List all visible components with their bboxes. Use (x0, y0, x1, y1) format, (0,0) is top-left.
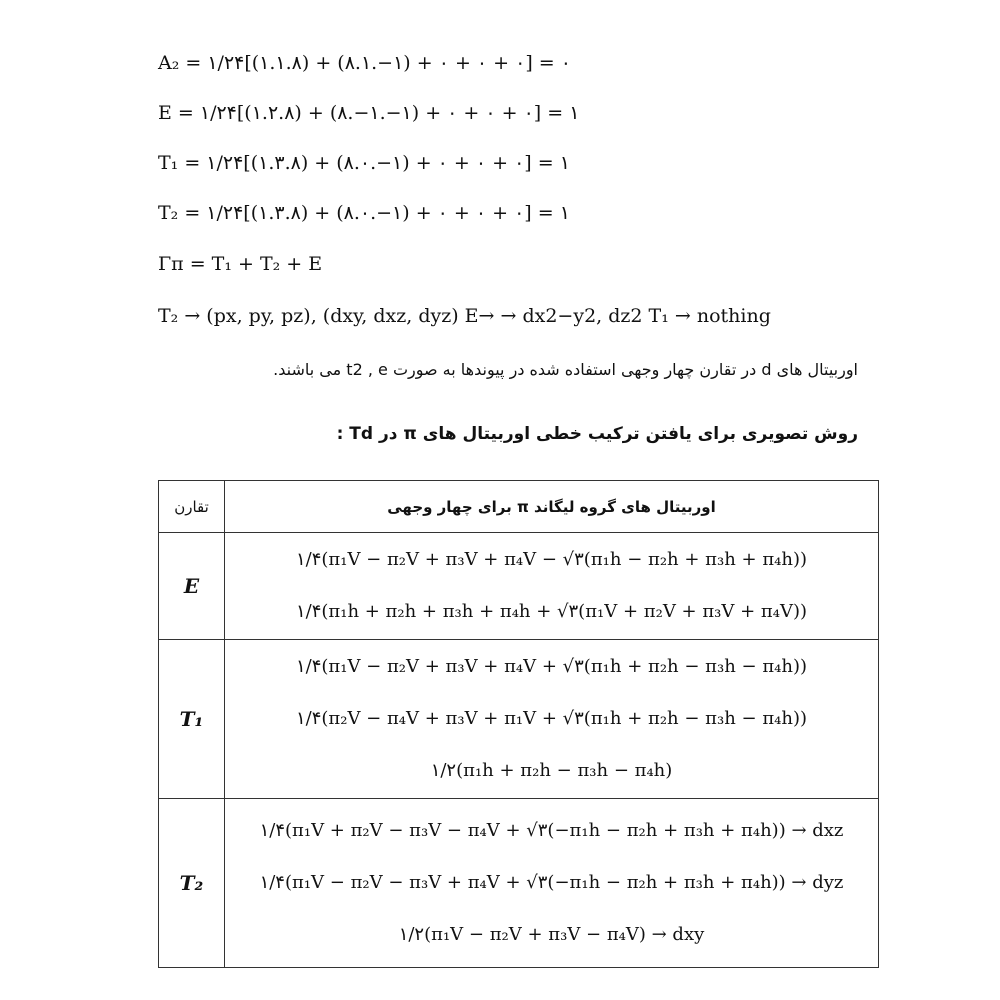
row-expressions-e (225, 533, 879, 640)
equation-a2: A₂ = ۱/۲۴[(۱.۱.۸) + (۸.۱.−۱) + ۰ + ۰ + ۰] = ۰ (158, 52, 571, 74)
expression: ۱/۴(π₁h + π₂h + π₃h + π₄h + √۳(π₁V + π₂V + π₃V + π₄V)) (295, 601, 808, 622)
note-text: اوربیتال های d در تقارن چهار وجهی استفاده شده در پیوندها به صورت t2 , e می باشند. (273, 360, 858, 379)
header-orbitals: اوربیتال های گروه لیگاند π برای چهار وجهی (225, 481, 879, 533)
row-label-t1: T₁ (159, 640, 225, 799)
equation-e: E = ۱/۲۴[(۱.۲.۸) + (۸.−۱.−۱) + ۰ + ۰ + ۰] = ۱ (158, 102, 580, 124)
table-header-row (159, 481, 879, 533)
equation-gamma-pi: Γπ = T₁ + T₂ + E (158, 253, 323, 275)
ligand-orbital-table (158, 480, 879, 968)
expression: ۱/۴(π₁V + π₂V − π₃V − π₄V + √۳(−π₁h − π₂h + π₃h + π₄h)) → dxz (259, 820, 844, 841)
row-label-t2: T₂ (159, 799, 225, 968)
section-heading: روش تصویری برای یافتن ترکیب خطی اوربیتال های π در Td : (336, 424, 858, 444)
expression: ۱/۴(π₁V − π₂V − π₃V + π₄V + √۳(−π₁h − π₂h + π₃h + π₄h)) → dyz (259, 872, 844, 893)
row-label-e: E (159, 533, 225, 640)
expression: ۱/۲(π₁V − π₂V + π₃V − π₄V) → dxy (398, 924, 705, 945)
expression: ۱/۴(π₂V − π₄V + π₃V + π₁V + √۳(π₁h + π₂h − π₃h − π₄h)) (295, 708, 808, 729)
header-symmetry: تقارن (159, 481, 225, 533)
row-expressions-t1 (225, 640, 879, 799)
expression: ۱/۴(π₁V − π₂V + π₃V + π₄V − √۳(π₁h − π₂h + π₃h + π₄h)) (295, 549, 808, 570)
table-row (159, 799, 879, 968)
table-row (159, 533, 879, 640)
expression: ۱/۴(π₁V − π₂V + π₃V + π₄V + √۳(π₁h + π₂h − π₃h − π₄h)) (295, 656, 808, 677)
equation-t2: T₂ = ۱/۲۴[(۱.۳.۸) + (۸.۰.−۱) + ۰ + ۰ + ۰] = ۱ (158, 202, 570, 224)
equation-orbital-mapping: T₂ → (px, py, pz), (dxy, dxz, dyz) E→ → dx2−y2, dz2 T₁ → nothing (158, 305, 771, 327)
equation-t1: T₁ = ۱/۲۴[(۱.۳.۸) + (۸.۰.−۱) + ۰ + ۰ + ۰] = ۱ (158, 152, 570, 174)
table-row (159, 640, 879, 799)
expression: ۱/۲(π₁h + π₂h − π₃h − π₄h) (430, 760, 673, 781)
row-expressions-t2 (225, 799, 879, 968)
